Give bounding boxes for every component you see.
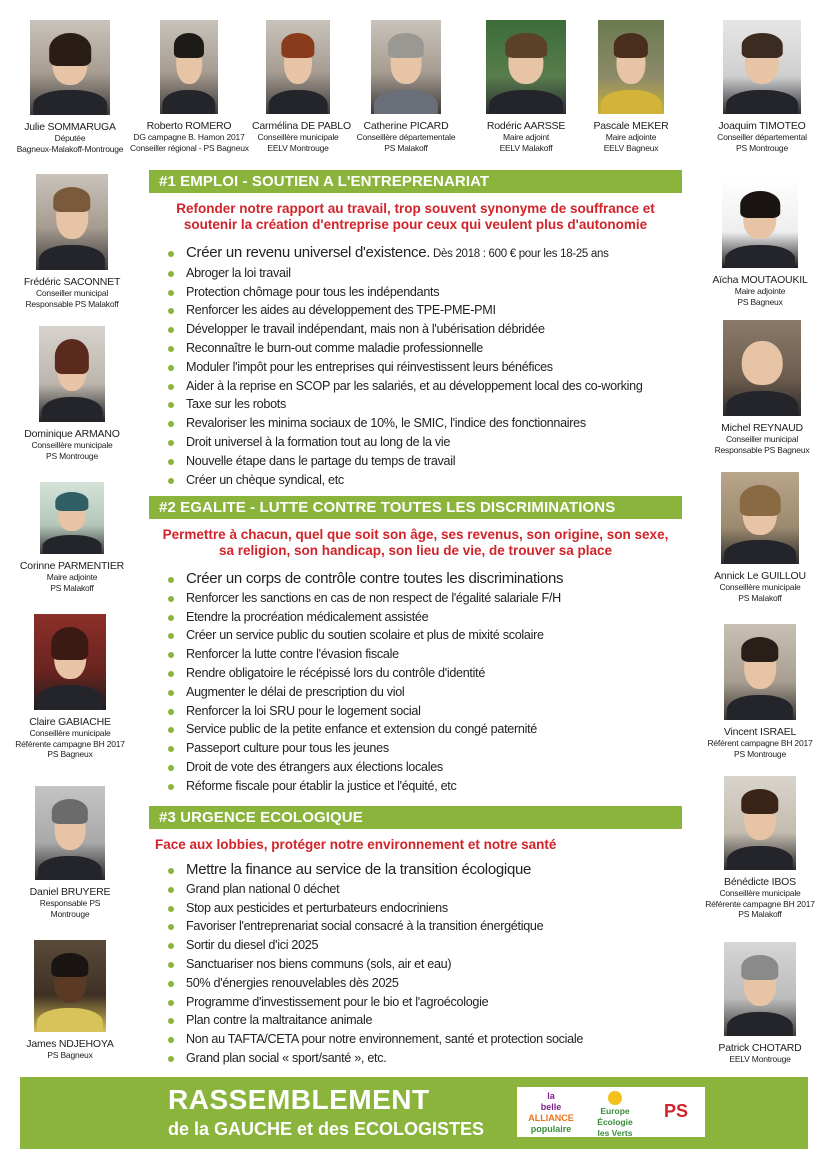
person-name: Julie SOMMARUGA	[24, 121, 116, 133]
person-name: Catherine PICARD	[363, 120, 449, 132]
portrait-photo	[724, 942, 796, 1036]
list-item: Taxe sur les robots	[168, 395, 643, 414]
person-corinne-parmentier	[16, 482, 128, 593]
list-item: Reconnaître le burn-out comme maladie professionnelle	[168, 339, 643, 358]
list-item: Stop aux pesticides et perturbateurs endocriniens	[168, 899, 583, 918]
person-role: Référente campagne BH 2017	[705, 898, 815, 909]
person-role: Responsable PS	[39, 898, 101, 908]
person-joaquim-timoteo	[706, 20, 818, 153]
person-role: EELV Malakoff	[499, 142, 553, 153]
portrait-photo	[486, 20, 566, 114]
person-name: Daniel BRUYERE	[29, 886, 111, 898]
list-item: Créer un revenu universel d'existence. Dès 2018 : 600 € pour les 18-25 ans	[168, 244, 643, 264]
list-item: Renforcer la loi SRU pour le logement social	[168, 702, 563, 721]
list-item: Abroger la loi travail	[168, 264, 643, 283]
sunflower-icon	[608, 1091, 622, 1105]
section-2-title: #2 EGALITE - LUTTE CONTRE TOUTES LES DISCRIMINATIONS	[149, 496, 682, 519]
person-role: PS Bagneux	[47, 1050, 93, 1060]
list-item: Augmenter le délai de prescription du viol	[168, 683, 563, 702]
person-name: Michel REYNAUD	[721, 422, 803, 434]
person-vincent-israel	[704, 624, 816, 759]
portrait-photo	[371, 20, 441, 114]
list-item: Réforme fiscale pour établir la justice et l'équité, etc	[168, 777, 563, 796]
person-name: Claire GABIACHE	[29, 716, 111, 728]
person-role: PS Malakoff	[384, 142, 428, 153]
person-name: Joaquim TIMOTEO	[718, 120, 806, 132]
portrait-photo	[724, 624, 796, 720]
portrait-photo	[30, 20, 110, 115]
section-1-title: #1 EMPLOI - SOUTIEN A L'ENTREPRENARIAT	[149, 170, 682, 193]
portrait-photo	[34, 614, 106, 710]
section-3-intro	[149, 837, 682, 853]
person-role: DG campagne B. Hamon 2017	[133, 132, 245, 142]
person-role: Maire adjointe	[605, 132, 657, 142]
list-item: Droit universel à la formation tout au long de la vie	[168, 433, 643, 452]
person-name: Dominique ARMANO	[24, 428, 120, 440]
list-item: Moduler l'impôt pour les entreprises qui réinvestissent leurs bénéfices	[168, 358, 643, 377]
person-role: Bagneux-Malakoff-Montrouge	[16, 143, 124, 154]
portrait-photo	[34, 940, 106, 1032]
list-item: 50% d'énergies renouvelables dès 2025	[168, 974, 583, 993]
intro-line: Refonder notre rapport au travail, trop souvent synonyme de souffrance et	[176, 201, 655, 216]
person-roderic-aarsse	[474, 20, 578, 153]
list-item: Non au TAFTA/CETA pour notre environnement, santé et protection sociale	[168, 1030, 583, 1049]
intro-line: soutenir la création d'entreprise pour ceux qui veulent plus d'autonomie	[183, 217, 648, 232]
ps-logo: PS	[663, 1101, 688, 1121]
list-item: Favoriser l'entreprenariat social consacré à la transition énergétique	[168, 917, 583, 936]
list-item: Sanctuariser nos biens communs (sols, air et eau)	[168, 955, 583, 974]
person-james-ndjehoya	[16, 940, 124, 1061]
belle-alliance-populaire-logo: la belle ALLIANCE populaire	[528, 1091, 574, 1134]
person-julie-sommaruga	[14, 20, 126, 154]
list-item: Renforcer les sanctions en cas de non respect de l'égalité salariale F/H	[168, 589, 563, 608]
list-item: Programme d'investissement pour le bio et l'agroécologie	[168, 993, 583, 1012]
portrait-photo	[39, 326, 105, 422]
list-item: Grand plan national 0 déchet	[168, 880, 583, 899]
person-name: Annick Le GUILLOU	[714, 570, 806, 582]
person-role: PS Malakoff	[738, 592, 782, 603]
person-role: Montrouge	[50, 908, 90, 919]
portrait-photo	[723, 20, 801, 114]
portrait-photo	[266, 20, 330, 114]
person-role: Maire adjoint	[502, 132, 550, 142]
portrait-photo	[36, 174, 108, 270]
person-role: Maire adjointe	[46, 572, 98, 582]
person-role: PS Malakoff	[50, 582, 94, 593]
portrait-photo	[598, 20, 664, 114]
person-role: PS Montrouge	[734, 748, 786, 759]
person-role: EELV Bagneux	[603, 142, 659, 153]
person-name: Rodéric AARSSE	[486, 120, 566, 132]
person-name: Vincent ISRAEL	[723, 726, 797, 738]
person-role: Conseillère départementale	[356, 132, 456, 142]
person-daniel-bruyere	[16, 786, 124, 919]
section-2-list	[168, 570, 563, 796]
person-annick-le-guillou	[704, 472, 816, 603]
person-name: James NDJEHOYA	[26, 1038, 114, 1050]
person-role: Conseillère municipale	[719, 888, 801, 898]
person-role: Responsable PS Malakoff	[25, 298, 119, 309]
person-catherine-picard	[352, 20, 460, 153]
person-name: Corinne PARMENTIER	[19, 560, 125, 572]
portrait-photo	[722, 178, 798, 268]
footer-subtitle: de la GAUCHE et des ECOLOGISTES	[168, 1119, 485, 1139]
list-item: Plan contre la maltraitance animale	[168, 1011, 583, 1030]
list-item: Aider à la reprise en SCOP par les salariés, et au développement local des co-working	[168, 377, 643, 396]
portrait-photo	[40, 482, 104, 554]
person-role: PS Montrouge	[736, 142, 788, 153]
list-item: Mettre la finance au service de la transition écologique	[168, 861, 583, 880]
person-role: Référente campagne BH 2017	[15, 738, 125, 749]
person-role: EELV Montrouge	[267, 142, 329, 153]
person-name: Roberto ROMERO	[146, 120, 232, 132]
section-3-title: #3 URGENCE ECOLOGIQUE	[149, 806, 682, 829]
person-role: PS Montrouge	[46, 450, 98, 461]
portrait-photo	[160, 20, 218, 114]
intro-line: Face aux lobbies, protéger notre environnement et notre santé	[155, 837, 557, 852]
list-item: Créer un service public du soutien scolaire et plus de mixité scolaire	[168, 626, 563, 645]
person-role: Députée	[54, 133, 86, 143]
list-item: Droit de vote des étrangers aux élections locales	[168, 758, 563, 777]
list-item: Protection chômage pour tous les indépendants	[168, 283, 643, 302]
person-benedicte-ibos	[700, 776, 820, 920]
person-role: Conseiller régional - PS Bagneux	[130, 142, 249, 153]
list-item: Service public de la petite enfance et extension du congé paternité	[168, 720, 563, 739]
person-role: PS Malakoff	[738, 909, 782, 919]
person-role: Conseillère municipale	[257, 132, 339, 142]
person-role: Conseiller municipal	[35, 288, 109, 298]
person-pascale-meker	[588, 20, 674, 153]
person-role: Conseillère municipale	[719, 582, 801, 592]
person-name: Bénédicte IBOS	[724, 876, 796, 888]
person-role: PS Bagneux	[737, 296, 783, 307]
person-carmelina-de-pablo	[252, 20, 351, 153]
person-name: Pascale MEKER	[593, 120, 669, 132]
person-role: Maire adjointe	[734, 286, 786, 296]
person-claire-gabiache	[10, 614, 130, 760]
person-frederic-saconnet	[16, 174, 128, 309]
portrait-photo	[724, 776, 796, 870]
list-item: Renforcer les aides au développement des TPE-PME-PMI	[168, 301, 643, 320]
portrait-photo	[35, 786, 105, 880]
section-2-intro	[149, 527, 682, 559]
portrait-photo	[723, 320, 801, 416]
intro-line: Permettre à chacun, quel que soit son âge, ses revenus, son origine, son sexe,	[162, 527, 669, 542]
person-role: Référent campagne BH 2017	[707, 738, 813, 748]
person-role: Responsable PS Bagneux	[714, 444, 810, 455]
person-aicha-moutaoukil	[704, 178, 816, 307]
list-item: Etendre la procréation médicalement assistée	[168, 608, 563, 627]
eelv-logo: Europe Écologie les Verts	[587, 1091, 643, 1133]
footer-title: RASSEMBLEMENT	[168, 1084, 430, 1115]
portrait-photo	[721, 472, 799, 564]
person-patrick-chotard	[704, 942, 816, 1065]
list-item: Renforcer la lutte contre l'évasion fiscale	[168, 645, 563, 664]
list-item: Rendre obligatoire le récépissé lors du contrôle d'identité	[168, 664, 563, 683]
person-role: Conseiller départemental	[717, 132, 807, 142]
list-item: Créer un corps de contrôle contre toutes les discriminations	[168, 570, 563, 589]
list-item: Créer un chèque syndical, etc	[168, 471, 643, 490]
party-logos	[517, 1087, 705, 1137]
list-item: Revaloriser les minima sociaux de 10%, le SMIC, l'indice des fonctionnaires	[168, 414, 643, 433]
person-dominique-armano	[16, 326, 128, 461]
list-item: Grand plan social « sport/santé », etc.	[168, 1049, 583, 1068]
section-3-list	[168, 861, 583, 1068]
person-name: Carmélina DE PABLO	[252, 120, 351, 132]
list-item: Sortir du diesel d'ici 2025	[168, 936, 583, 955]
person-name: Patrick CHOTARD	[718, 1042, 802, 1054]
person-role: EELV Montrouge	[729, 1054, 791, 1064]
person-role: Conseillère municipale	[29, 728, 111, 738]
list-item: Nouvelle étape dans le partage du temps de travail	[168, 452, 643, 471]
person-role: Conseiller municipal	[725, 434, 799, 444]
section-1-list	[168, 244, 643, 489]
section-1-intro	[149, 201, 682, 233]
person-name: Frédéric SACONNET	[23, 276, 121, 288]
person-roberto-romero	[130, 20, 248, 153]
person-role: PS Bagneux	[47, 749, 93, 759]
intro-line: sa religion, son handicap, son lieu de vie, de trouver sa place	[218, 543, 613, 558]
person-name: Aïcha MOUTAOUKIL	[712, 274, 808, 286]
person-role: Conseillère municipale	[31, 440, 113, 450]
footer-banner	[20, 1077, 808, 1149]
list-item: Passeport culture pour tous les jeunes	[168, 739, 563, 758]
list-item: Développer le travail indépendant, mais non à l'ubérisation débridée	[168, 320, 643, 339]
person-michel-reynaud	[704, 320, 820, 455]
